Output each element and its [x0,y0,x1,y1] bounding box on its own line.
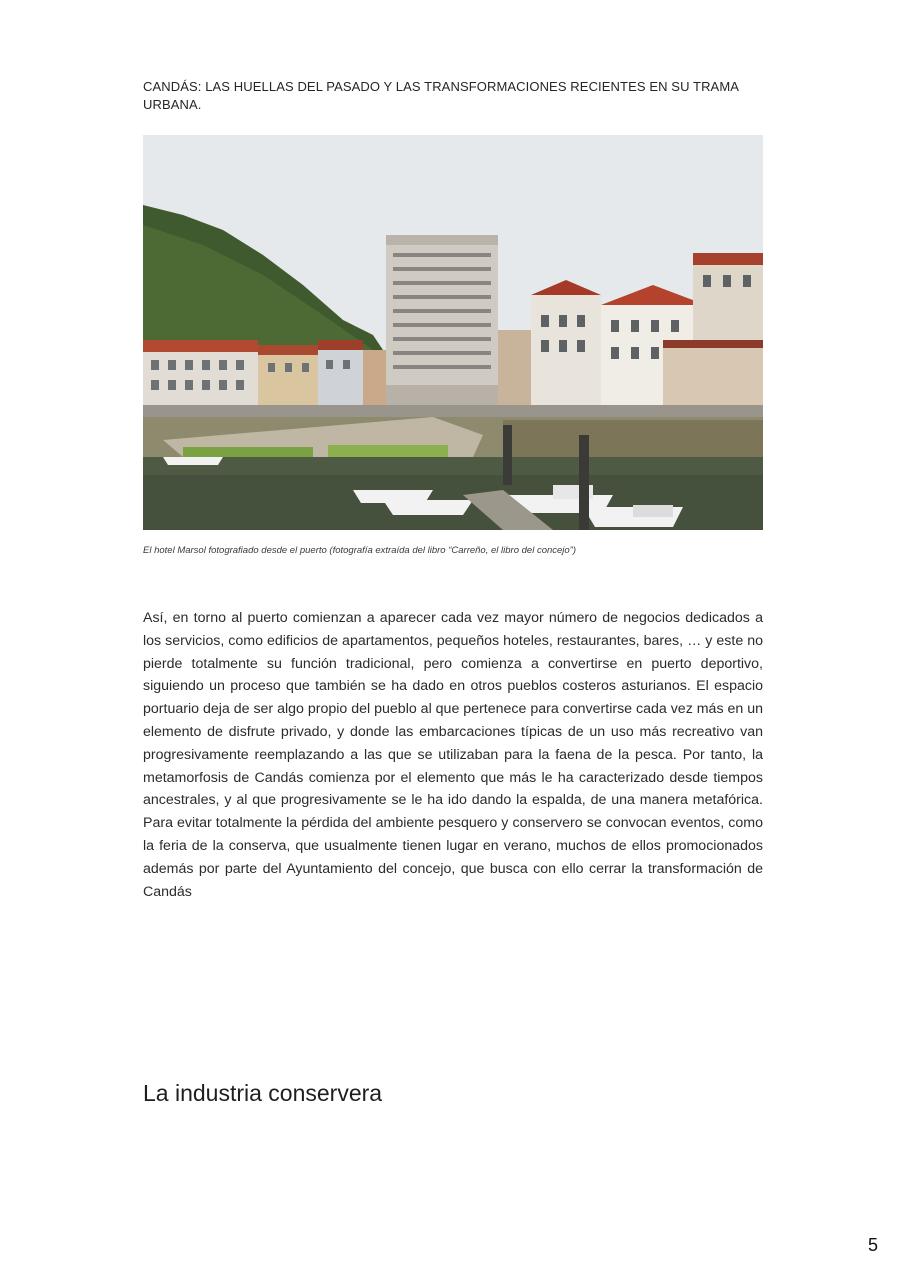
photo-caption: El hotel Marsol fotografiado desde el puerto (fotografía extraída del libro “Carreño, el libro del concejo”) [143,545,577,556]
body-paragraph: Así, en torno al puerto comienzan a aparecer cada vez mayor número de negocios dedicados a los servicios, como edificios de apartamentos, pequeños hoteles, restaurantes, bares, … y este no pierde totalmente su función tradicional, pero comienza a convertirse en puerto deportivo, siguiendo un proceso que también se ha dado en otros pueblos costeros asturianos. El espacio portuario deja de ser algo propio del pueblo al que pertenece para convertirse cada vez más en un elemento de disfrute privado, y donde las embarcaciones típicas de un uso más recreativo van progresivamente reemplazando a las que se utilizaban para la faena de la pesca. Por tanto, la metamorfosis de Candás comienza por el elemento que más le ha caracterizado desde tiempos ancestrales, y al que progresivamente se le ha ido dando la espalda, de una manera metafórica. Para evitar totalmente la pérdida del ambiente pesquero y conservero se convocan eventos, como la feria de la conserva, que usualmente tienen lugar en verano, muchos de ellos promocionados además por parte del Ayuntamiento del concejo, que busca con ello cerrar la transformación de Candás [143,610,763,900]
page-number: 5 [868,1235,879,1255]
harbor-photo [143,135,763,530]
section-heading: La industria conservera [143,1080,383,1106]
page-header: CANDÁS: LAS HUELLAS DEL PASADO Y LAS TRANSFORMACIONES RECIENTES EN SU TRAMA URBANA. [143,79,739,112]
